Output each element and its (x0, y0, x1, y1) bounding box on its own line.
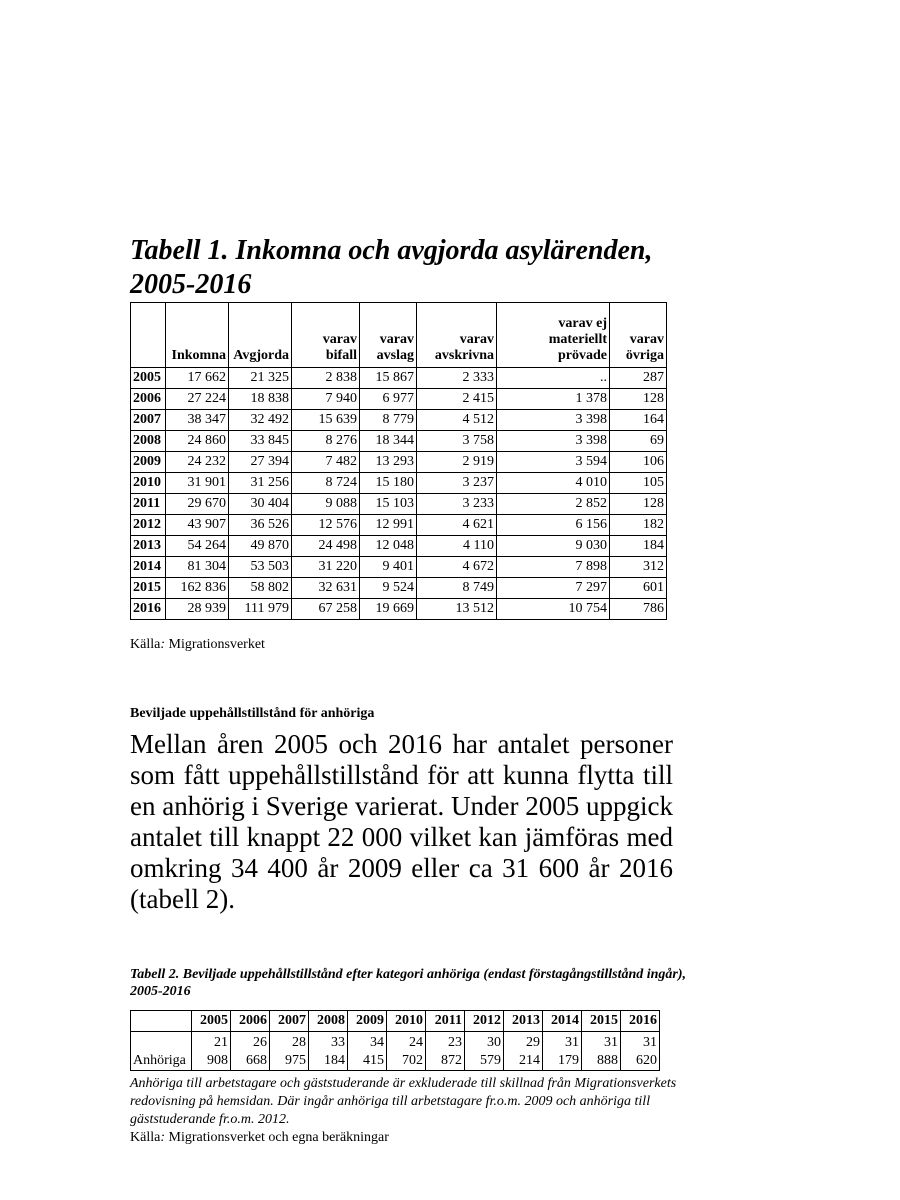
value-thousands: 29 (526, 1035, 540, 1050)
table1-value-cell: 43 907 (166, 515, 229, 536)
table1-value-cell: 69 (610, 431, 667, 452)
value-thousands: 31 (604, 1035, 618, 1050)
table1-value-cell: 7 898 (497, 557, 610, 578)
value-thousands: 24 (409, 1035, 423, 1050)
value-thousands: 28 (292, 1035, 306, 1050)
table1-value-cell: 601 (610, 578, 667, 599)
table1-value-cell: 2 838 (292, 368, 360, 389)
table1-header-cell: Inkomna (166, 303, 229, 368)
section-heading: Beviljade uppehållstillstånd för anhöriga (130, 706, 375, 721)
table1-row (131, 410, 667, 431)
table1-header-cell: varav avslag (360, 303, 417, 368)
table1-value-cell: 184 (610, 536, 667, 557)
table1-year-cell: 2007 (131, 410, 166, 431)
table2-value-cell (621, 1032, 660, 1071)
table1-value-cell: 182 (610, 515, 667, 536)
table1-value-cell: 24 498 (292, 536, 360, 557)
table1-row (131, 494, 667, 515)
value-units: 214 (519, 1053, 540, 1068)
table1-value-cell: 27 224 (166, 389, 229, 410)
table1-value-cell: 786 (610, 599, 667, 620)
table1-row (131, 578, 667, 599)
table1-row (131, 368, 667, 389)
table2-row (131, 1032, 660, 1071)
value-thousands: 30 (487, 1035, 501, 1050)
table1-value-cell: 31 256 (229, 473, 292, 494)
table1-value-cell: 19 669 (360, 599, 417, 620)
table1-value-cell: 164 (610, 410, 667, 431)
table1-value-cell: 31 220 (292, 557, 360, 578)
table2-year-header: 2010 (387, 1011, 426, 1032)
table1-value-cell: 10 754 (497, 599, 610, 620)
table1-row (131, 599, 667, 620)
table1-value-cell: 15 639 (292, 410, 360, 431)
table1-value-cell: 13 293 (360, 452, 417, 473)
value-units: 872 (441, 1053, 462, 1068)
table1-row (131, 473, 667, 494)
table1-header-cell: Avgjorda (229, 303, 292, 368)
table1-value-cell: 28 939 (166, 599, 229, 620)
table1-value-cell: 3 233 (417, 494, 497, 515)
value-units: 579 (480, 1053, 501, 1068)
table1-value-cell: 12 991 (360, 515, 417, 536)
table1-value-cell: 128 (610, 494, 667, 515)
table1-value-cell: 287 (610, 368, 667, 389)
table2 (130, 1010, 660, 1071)
table1-year-cell: 2016 (131, 599, 166, 620)
table1-year-cell: 2012 (131, 515, 166, 536)
table1-value-cell: 6 977 (360, 389, 417, 410)
table2-header-row (131, 1011, 660, 1032)
value-units: 620 (636, 1053, 657, 1068)
table1-value-cell: 58 802 (229, 578, 292, 599)
value-units: 668 (246, 1053, 267, 1068)
table1-value-cell: 32 631 (292, 578, 360, 599)
table1-value-cell: 21 325 (229, 368, 292, 389)
table1-title: Tabell 1. Inkomna och avgjorda asylärenden, 2005-2016 (130, 235, 653, 300)
table1-value-cell: 4 512 (417, 410, 497, 431)
table1-row (131, 452, 667, 473)
table2-value-cell (387, 1032, 426, 1071)
table2-value-cell (231, 1032, 270, 1071)
table1-header-cell: varav bifall (292, 303, 360, 368)
table1-year-cell: 2005 (131, 368, 166, 389)
table2-value-cell (348, 1032, 387, 1071)
table1-value-cell: 18 838 (229, 389, 292, 410)
table2-year-header: 2014 (543, 1011, 582, 1032)
table2-year-header: 2012 (465, 1011, 504, 1032)
table1-value-cell: 128 (610, 389, 667, 410)
table2-value-cell (309, 1032, 348, 1071)
table1-value-cell: 9 524 (360, 578, 417, 599)
table1-year-cell: 2015 (131, 578, 166, 599)
table1-row (131, 557, 667, 578)
table1-value-cell: 17 662 (166, 368, 229, 389)
table1-value-cell: 106 (610, 452, 667, 473)
table1-value-cell: 2 333 (417, 368, 497, 389)
table1-value-cell: 4 621 (417, 515, 497, 536)
table1-row (131, 389, 667, 410)
table1-year-cell: 2010 (131, 473, 166, 494)
table1-corner-cell (131, 303, 166, 368)
table1-value-cell: 7 940 (292, 389, 360, 410)
table1-value-cell: 6 156 (497, 515, 610, 536)
table1-row (131, 515, 667, 536)
value-units: 908 (207, 1053, 228, 1068)
value-units: 415 (363, 1053, 384, 1068)
table1-value-cell: 2 852 (497, 494, 610, 515)
table1-value-cell: 1 378 (497, 389, 610, 410)
table2-value-cell (465, 1032, 504, 1071)
table1-year-cell: 2014 (131, 557, 166, 578)
table1-value-cell: 2 415 (417, 389, 497, 410)
body-paragraph: Mellan åren 2005 och 2016 har antalet personer som fått uppehållstillstånd för att kunna flytta till en anhörig i Sverige varierat. Under 2005 uppgick antalet till knappt 22 000 vilket kan jämföras med omkring 34 400 år 2009 eller ca 31 600 år 2016 (tabell 2). (130, 729, 673, 914)
table1-header-cell: varav avskrivna (417, 303, 497, 368)
table2-note: Anhöriga till arbetstagare och gäststuderande är exkluderade till skillnad från Migrationsverkets redovisning på hemsidan. Där ingår anhöriga till arbetstagare fr.o.m. 2009 och anhöriga till gäststuderande fr.o.m. 2012. (130, 1076, 677, 1127)
source-text: Migrationsverket och egna beräkningar (165, 1130, 389, 1145)
table1-value-cell: 49 870 (229, 536, 292, 557)
table1-year-cell: 2009 (131, 452, 166, 473)
table1-value-cell: 36 526 (229, 515, 292, 536)
value-units: 888 (597, 1053, 618, 1068)
table1-value-cell: 7 297 (497, 578, 610, 599)
table1-value-cell: 3 398 (497, 410, 610, 431)
table1-value-cell: 3 758 (417, 431, 497, 452)
table1-body (131, 368, 667, 620)
table1-value-cell: 4 110 (417, 536, 497, 557)
table1-year-cell: 2011 (131, 494, 166, 515)
table1-value-cell: 9 030 (497, 536, 610, 557)
table1-value-cell: 15 867 (360, 368, 417, 389)
table1-value-cell: 31 901 (166, 473, 229, 494)
source-text: Migrationsverket (165, 637, 265, 652)
table1-value-cell: 18 344 (360, 431, 417, 452)
table1-value-cell: 111 979 (229, 599, 292, 620)
table1-value-cell: 162 836 (166, 578, 229, 599)
table1-value-cell: .. (497, 368, 610, 389)
table2-year-header: 2006 (231, 1011, 270, 1032)
table1-value-cell: 24 232 (166, 452, 229, 473)
table2-year-header: 2013 (504, 1011, 543, 1032)
value-thousands: 31 (565, 1035, 579, 1050)
table1-value-cell: 15 103 (360, 494, 417, 515)
value-thousands: 21 (214, 1035, 228, 1050)
table1-source: Källa: Migrationsverket (130, 637, 265, 652)
table1-value-cell: 15 180 (360, 473, 417, 494)
table1-value-cell: 9 401 (360, 557, 417, 578)
value-thousands: 26 (253, 1035, 267, 1050)
table1-header-cell: varav övriga (610, 303, 667, 368)
table1-value-cell: 2 919 (417, 452, 497, 473)
table2-value-cell (504, 1032, 543, 1071)
table2-year-header: 2005 (192, 1011, 231, 1032)
table2-value-cell (270, 1032, 309, 1071)
table1-value-cell: 12 048 (360, 536, 417, 557)
table2-year-header: 2007 (270, 1011, 309, 1032)
table1-year-cell: 2006 (131, 389, 166, 410)
table1-value-cell: 3 237 (417, 473, 497, 494)
table2-year-header: 2011 (426, 1011, 465, 1032)
value-thousands: 33 (331, 1035, 345, 1050)
table2-corner-cell (131, 1011, 192, 1032)
table1-value-cell: 27 394 (229, 452, 292, 473)
value-thousands: 31 (643, 1035, 657, 1050)
value-units: 975 (285, 1053, 306, 1068)
table2-source: Källa: Migrationsverket och egna beräkningar (130, 1130, 389, 1145)
table1 (130, 302, 667, 620)
table1-value-cell: 54 264 (166, 536, 229, 557)
value-units: 179 (558, 1053, 579, 1068)
source-label: Källa (130, 1130, 161, 1145)
table1-row (131, 536, 667, 557)
table1-value-cell: 32 492 (229, 410, 292, 431)
table1-value-cell: 7 482 (292, 452, 360, 473)
value-units: 184 (324, 1053, 345, 1068)
table1-value-cell: 8 749 (417, 578, 497, 599)
table1-value-cell: 30 404 (229, 494, 292, 515)
table2-year-header: 2009 (348, 1011, 387, 1032)
table1-value-cell: 105 (610, 473, 667, 494)
table1-header-row (131, 303, 667, 368)
table2-value-cell (192, 1032, 231, 1071)
table1-value-cell: 29 670 (166, 494, 229, 515)
table2-value-cell (582, 1032, 621, 1071)
table1-value-cell: 81 304 (166, 557, 229, 578)
table1-header-cell: varav ej materiellt prövade (497, 303, 610, 368)
table2-row-label: Anhöriga (131, 1032, 192, 1071)
table1-row (131, 431, 667, 452)
table1-value-cell: 12 576 (292, 515, 360, 536)
table1-value-cell: 38 347 (166, 410, 229, 431)
table1-value-cell: 8 724 (292, 473, 360, 494)
table2-year-header: 2016 (621, 1011, 660, 1032)
source-label: Källa (130, 637, 161, 652)
table1-value-cell: 13 512 (417, 599, 497, 620)
table1-year-cell: 2013 (131, 536, 166, 557)
table2-year-header: 2008 (309, 1011, 348, 1032)
table2-title: Tabell 2. Beviljade uppehållstillstånd efter kategori anhöriga (endast förstagångstillstånd ingår), 2005-2016 (130, 967, 687, 999)
table2-value-cell (543, 1032, 582, 1071)
value-thousands: 23 (448, 1035, 462, 1050)
table1-value-cell: 24 860 (166, 431, 229, 452)
table1-value-cell: 67 258 (292, 599, 360, 620)
table1-value-cell: 8 276 (292, 431, 360, 452)
table1-year-cell: 2008 (131, 431, 166, 452)
table1-value-cell: 4 672 (417, 557, 497, 578)
table1-value-cell: 33 845 (229, 431, 292, 452)
table1-value-cell: 9 088 (292, 494, 360, 515)
table1-value-cell: 3 594 (497, 452, 610, 473)
value-thousands: 34 (370, 1035, 384, 1050)
table1-value-cell: 3 398 (497, 431, 610, 452)
table2-year-header: 2015 (582, 1011, 621, 1032)
table1-value-cell: 53 503 (229, 557, 292, 578)
table2-value-cell (426, 1032, 465, 1071)
table1-value-cell: 4 010 (497, 473, 610, 494)
value-units: 702 (402, 1053, 423, 1068)
table1-value-cell: 312 (610, 557, 667, 578)
table1-value-cell: 8 779 (360, 410, 417, 431)
